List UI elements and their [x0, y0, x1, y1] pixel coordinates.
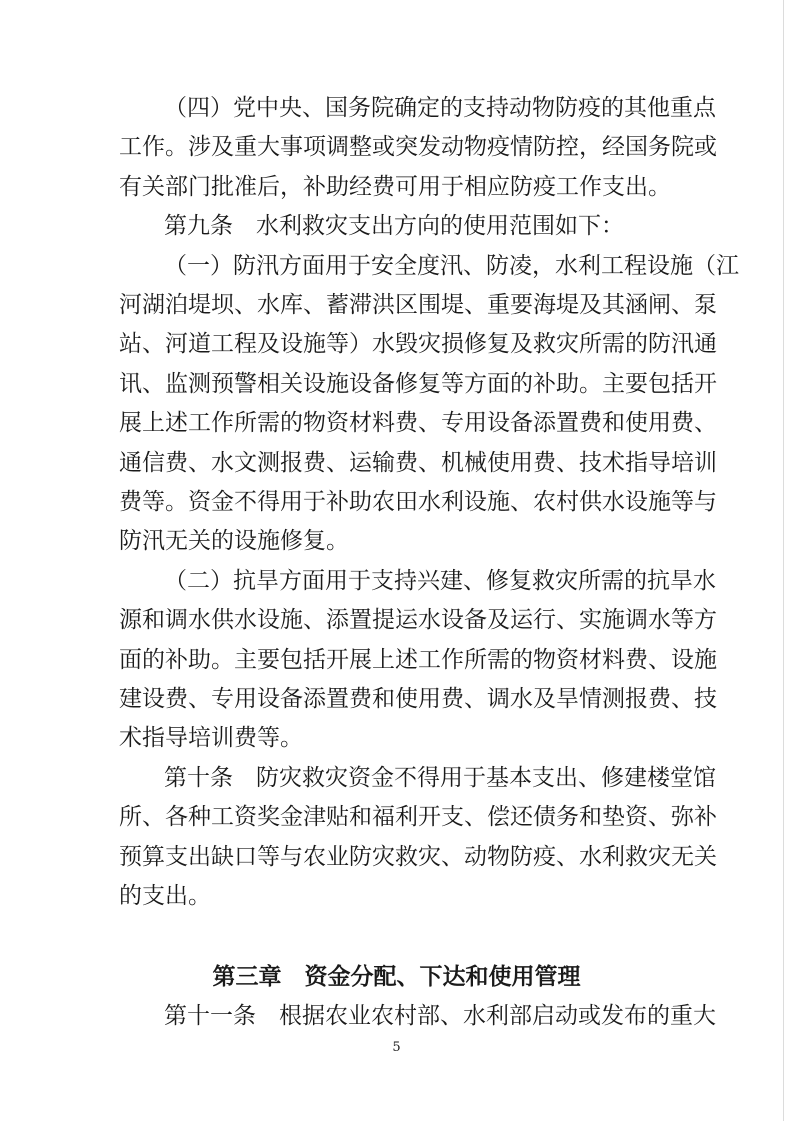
article-9-item-1-line-5: 展上述工作所需的物资材料费、专用设备添置费和使用费、 — [119, 410, 717, 436]
article-9-item-1-line-3: 站、河道工程及设施等）水毁灾损修复及救灾所需的防汛通 — [119, 331, 717, 357]
paragraph-4-line-3: 有关部门批准后，补助经费可用于相应防疫工作支出。 — [119, 174, 671, 200]
article-10-line-3: 预算支出缺口等与农业防灾救灾、动物防疫、水利救灾无关 — [119, 844, 717, 870]
article-9-item-1-line-6: 通信费、水文测报费、运输费、机械使用费、技术指导培训 — [119, 450, 717, 476]
article-10-line-1: 第十条 防灾救灾资金不得用于基本支出、修建楼堂馆 — [164, 765, 716, 791]
article-9-item-2-line-1: （二）抗旱方面用于支持兴建、修复救灾所需的抗旱水 — [164, 568, 716, 594]
page-number: 5 — [392, 1040, 401, 1055]
paragraph-4-line-1: （四）党中央、国务院确定的支持动物防疫的其他重点 — [164, 95, 716, 121]
article-9-item-1-line-2: 河湖泊堤坝、水库、蓄滞洪区围堤、重要海堤及其涵闸、泵 — [119, 292, 717, 318]
article-10-line-4: 的支出。 — [119, 883, 211, 909]
article-9-item-1-line-4: 讯、监测预警相关设施设备修复等方面的补助。主要包括开 — [119, 371, 717, 397]
article-11-line-1: 第十一条 根据农业农村部、水利部启动或发布的重大 — [164, 1003, 716, 1029]
chapter-heading: 第三章 资金分配、下达和使用管理 — [212, 964, 581, 990]
article-9-item-2-line-2: 源和调水供水设施、添置提运水设备及运行、实施调水等方 — [119, 607, 717, 633]
article-9-item-2-line-3: 面的补助。主要包括开展上述工作所需的物资材料费、设施 — [119, 647, 717, 673]
article-9-item-2-line-5: 术指导培训费等。 — [119, 725, 303, 751]
article-9-item-2-line-4: 建设费、专用设备添置费和使用费、调水及旱情测报费、技 — [119, 686, 717, 712]
article-9-item-1-line-8: 防汛无关的设施修复。 — [119, 528, 349, 554]
article-9-item-1-line-7: 费等。资金不得用于补助农田水利设施、农村供水设施等与 — [119, 489, 717, 515]
article-9-heading-line: 第九条 水利救灾支出方向的使用范围如下： — [164, 213, 624, 239]
article-10-line-2: 所、各种工资奖金津贴和福利开支、偿还债务和垫资、弥补 — [119, 804, 717, 830]
paragraph-4-line-2: 工作。涉及重大事项调整或突发动物疫情防控，经国务院或 — [119, 134, 717, 160]
article-9-item-1-line-1: （一）防汛方面用于安全度汛、防凌，水利工程设施（江 — [164, 253, 739, 279]
scan-edge-divider — [783, 0, 784, 1121]
